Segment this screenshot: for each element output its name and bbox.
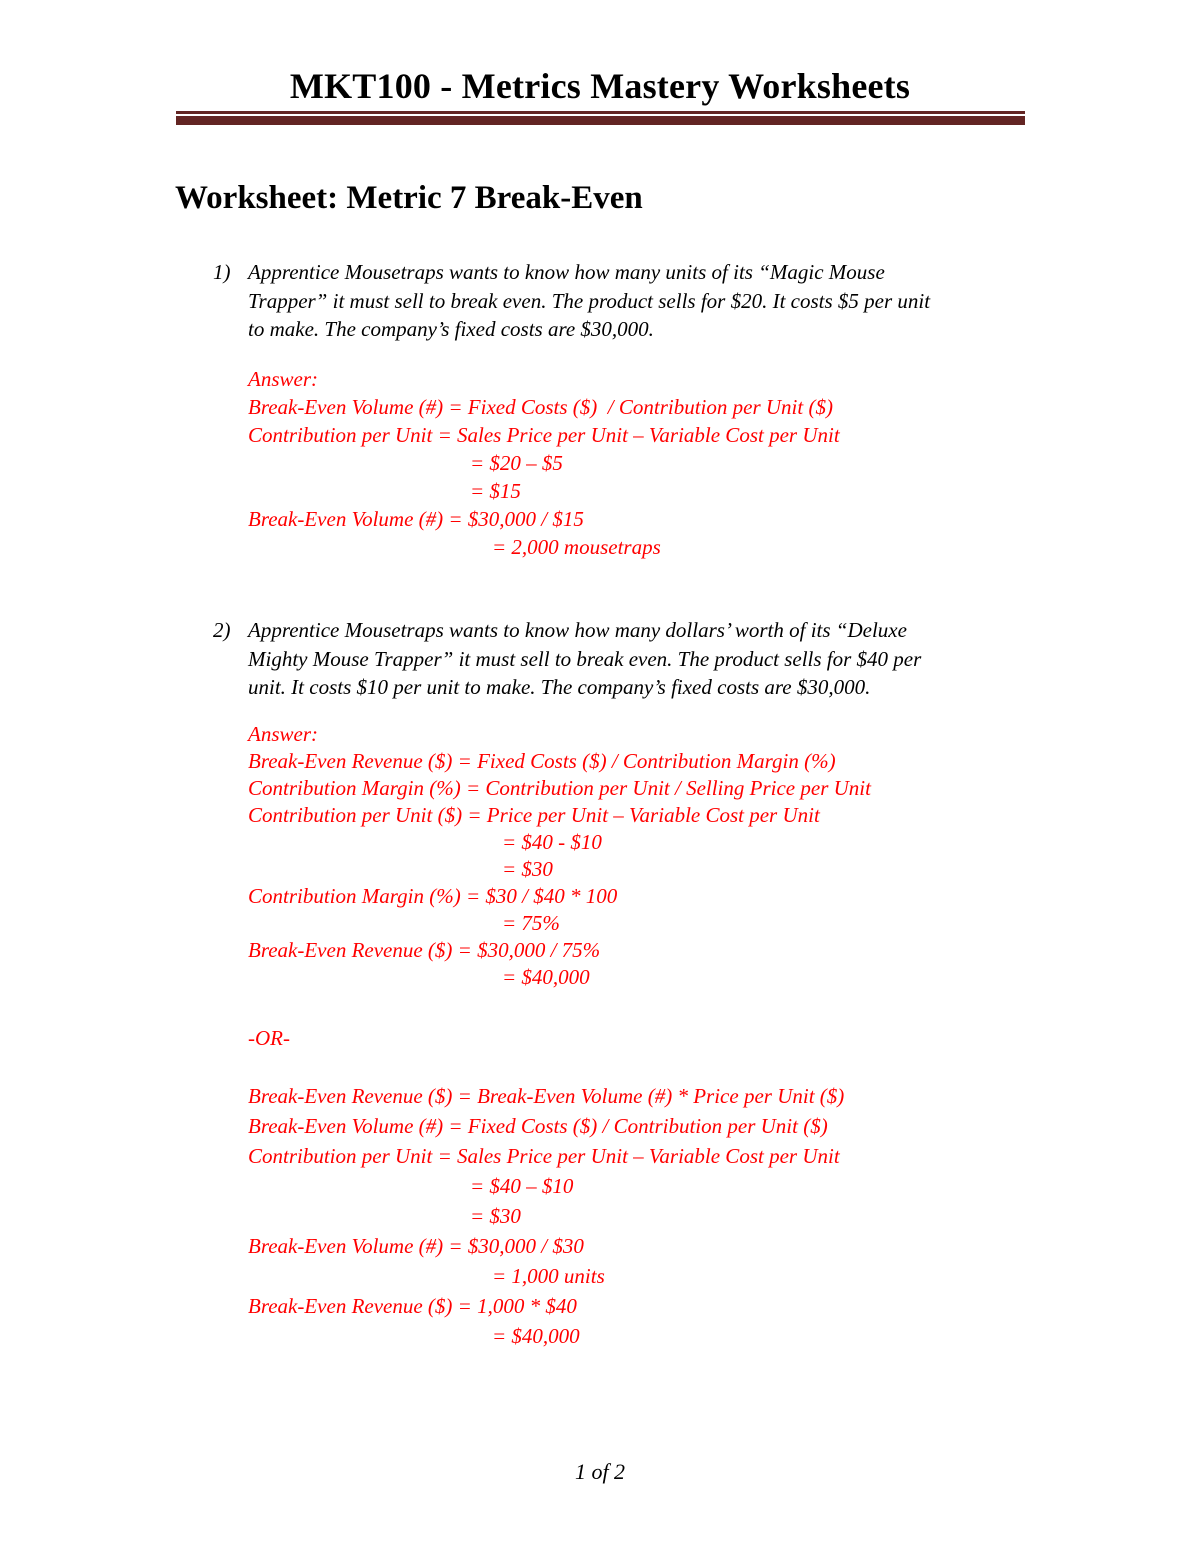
question-1-number: 1) [213, 260, 231, 284]
question-2-answer-method-1-line: Answer: [248, 722, 318, 746]
question-2-number: 2) [213, 618, 231, 642]
question-1-text-line: Trapper” it must sell to break even. The product sells for $20. It costs $5 per unit [248, 288, 931, 313]
or-separator: -OR- [248, 1026, 290, 1050]
question-2-answer-method-1-line: Contribution Margin (%) = Contribution per Unit / Selling Price per Unit [248, 776, 871, 800]
question-2-answer-method-2-line: Contribution per Unit = Sales Price per Unit – Variable Cost per Unit [248, 1144, 840, 1168]
page-number: 1 of 2 [574, 1459, 626, 1484]
question-1-answer-line: = $15 [470, 479, 521, 503]
worksheet-title: Worksheet: Metric 7 Break-Even [175, 180, 643, 216]
question-2-answer-method-1-line: = 75% [502, 911, 560, 935]
question-1-answer-line: Break-Even Volume (#) = Fixed Costs ($) / Contribution per Unit ($) [248, 395, 833, 419]
question-2-answer-method-2-line: = $30 [470, 1204, 521, 1228]
question-2-answer-method-2-line: Break-Even Revenue ($) = 1,000 * $40 [248, 1294, 577, 1318]
question-2-text [248, 616, 1048, 702]
question-2-answer-method-2 [248, 1081, 1068, 1351]
document-title: MKT100 - Metrics Mastery Worksheets [289, 66, 911, 106]
question-1-answer-line: Contribution per Unit = Sales Price per Unit – Variable Cost per Unit [248, 423, 840, 447]
question-2-answer-method-1-line: = $40,000 [502, 965, 590, 989]
question-2-answer-method-1-line: = $30 [502, 857, 553, 881]
question-1-answer-line: = $20 – $5 [470, 451, 563, 475]
question-1-text [248, 258, 1048, 344]
question-1-answer-line: Break-Even Volume (#) = $30,000 / $15 [248, 507, 584, 531]
question-2-text-line: Mighty Mouse Trapper” it must sell to break even. The product sells for $40 per [248, 646, 922, 671]
question-2-answer-method-1-line: Contribution per Unit ($) = Price per Unit – Variable Cost per Unit [248, 803, 820, 827]
header-rule [176, 111, 1025, 125]
question-2-text-line: Apprentice Mousetraps wants to know how many dollars’ worth of its “Deluxe [248, 618, 907, 642]
question-2-answer-method-1-line: Contribution Margin (%) = $30 / $40 * 100 [248, 884, 618, 908]
question-1-text-line: Apprentice Mousetraps wants to know how many units of its “Magic Mouse [248, 260, 885, 284]
question-2-text-line: unit. It costs $10 per unit to make. The company’s fixed costs are $30,000. [248, 675, 871, 699]
question-2-answer-method-2-line: = $40 – $10 [470, 1174, 574, 1198]
question-2-answer-method-1-line: Break-Even Revenue ($) = Fixed Costs ($) / Contribution Margin (%) [248, 749, 836, 773]
question-2-answer-method-2-line: = 1,000 units [492, 1264, 605, 1288]
question-1-text-line: to make. The company’s fixed costs are $30,000. [248, 317, 654, 341]
question-2-answer-method-1-line: = $40 - $10 [502, 830, 602, 854]
question-1-answer [248, 365, 1068, 561]
question-2-answer-method-2-line: = $40,000 [492, 1324, 580, 1348]
question-2-answer-method-2-line: Break-Even Volume (#) = $30,000 / $30 [248, 1234, 584, 1258]
question-1-answer-line: = 2,000 mousetraps [492, 535, 661, 559]
question-2-answer-method-1-line: Break-Even Revenue ($) = $30,000 / 75% [248, 938, 601, 962]
question-2-answer-method-1 [248, 721, 1068, 991]
question-2-answer-method-2-line: Break-Even Volume (#) = Fixed Costs ($) / Contribution per Unit ($) [248, 1114, 828, 1138]
question-2-answer-method-2-line: Break-Even Revenue ($) = Break-Even Volume (#) * Price per Unit ($) [248, 1084, 845, 1108]
question-1-answer-line: Answer: [248, 367, 318, 391]
